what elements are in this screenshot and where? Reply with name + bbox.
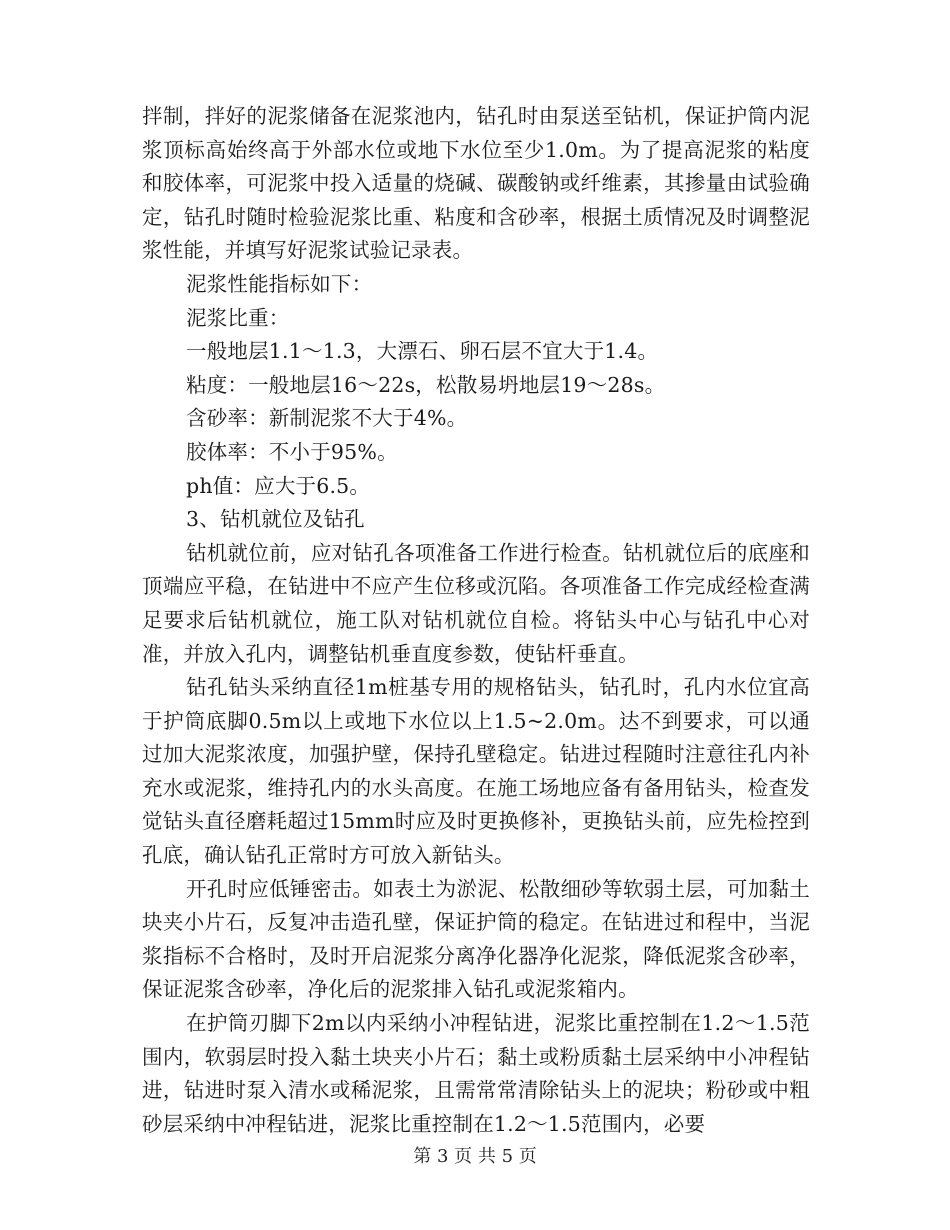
section-heading-drill-positioning: 3、钻机就位及钻孔 — [186, 507, 365, 532]
paragraph-colloid-rate: 胶体率：不小于95%。 — [186, 439, 398, 464]
paragraph-drill-bit: 钻孔钻头采纳直径1m桩基专用的规格钻头，钻孔时，孔内水位宜高于护筒底脚0.5m以上或地下水位以上1.5~2.0m。达不到要求，可以通过加大泥浆浓度，加强护壁，保持孔壁稳定。钻进过程随时注意往孔内补充水或泥浆，维持孔内的水头高度。在施工场地应备有备用钻头，检查发觉钻头直径磨耗超过15mm时应及时更换修补，更换钻头前，应先检控到孔底，确认钻孔正常时方可放入新钻头。 — [142, 675, 810, 868]
paragraph-mud-density-values: 一般地层1.1～1.3，大漂石、卵石层不宜大于1.4。 — [186, 339, 659, 364]
paragraph-mud-mixing: 拌制，拌好的泥浆储备在泥浆池内，钻孔时由泵送至钻机，保证护筒内泥浆顶标高始终高于外部水位或地下水位至少1.0m。为了提高泥浆的粘度和胶体率，可泥浆中投入适量的烧碱、碳酸钠或纤维素，其掺量由试验确定，钻孔时随时检验泥浆比重、粘度和含砂率，根据土质情况及时调整泥浆性能，并填写好泥浆试验记录表。 — [142, 104, 810, 263]
document-body — [142, 100, 810, 1141]
paragraph-hole-opening: 开孔时应低锤密击。如表土为淤泥、松散细砂等软弱土层，可加黏土块夹小片石，反复冲击造孔壁，保证护筒的稳定。在钻进过和程中，当泥浆指标不合格时，及时开启泥浆分离净化器净化泥浆，降低泥浆含砂率，保证泥浆含砂率，净化后的泥浆排入钻孔或泥浆箱内。 — [142, 876, 810, 1002]
paragraph-mud-density-label: 泥浆比重： — [186, 305, 290, 330]
page-number-footer: 第 3 页 共 5 页 — [413, 1146, 537, 1167]
paragraph-ph-value: ph值：应大于6.5。 — [186, 473, 371, 498]
paragraph-viscosity: 粘度：一般地层16～22s，松散易坍地层19～28s。 — [186, 372, 666, 397]
paragraph-drill-positioning: 钻机就位前，应对钻孔各项准备工作进行检查。钻机就位后的底座和顶端应平稳，在钻进中不应产生位移或沉陷。各项准备工作完成经检查满足要求后钻机就位，施工队对钻机就位自检。将钻头中心与钻孔中心对准，并放入孔内，调整钻机垂直度参数，使钻杆垂直。 — [142, 540, 810, 666]
paragraph-sand-content: 含砂率：新制泥浆不大于4%。 — [186, 406, 468, 431]
paragraph-stroke-control: 在护筒刃脚下2m以内采纳小冲程钻进，泥浆比重控制在1.2～1.5范围内，软弱层时投入黏土块夹小片石；黏土或粉质黏土层采纳中小冲程钻进，钻进时泵入清水或稀泥浆，且需常常清除钻头上的泥块；粉砂或中粗砂层采纳中冲程钻进，泥浆比重控制在1.2～1.5范围内，必要 — [142, 1011, 810, 1136]
paragraph-mud-performance-heading: 泥浆性能指标如下： — [186, 271, 373, 296]
